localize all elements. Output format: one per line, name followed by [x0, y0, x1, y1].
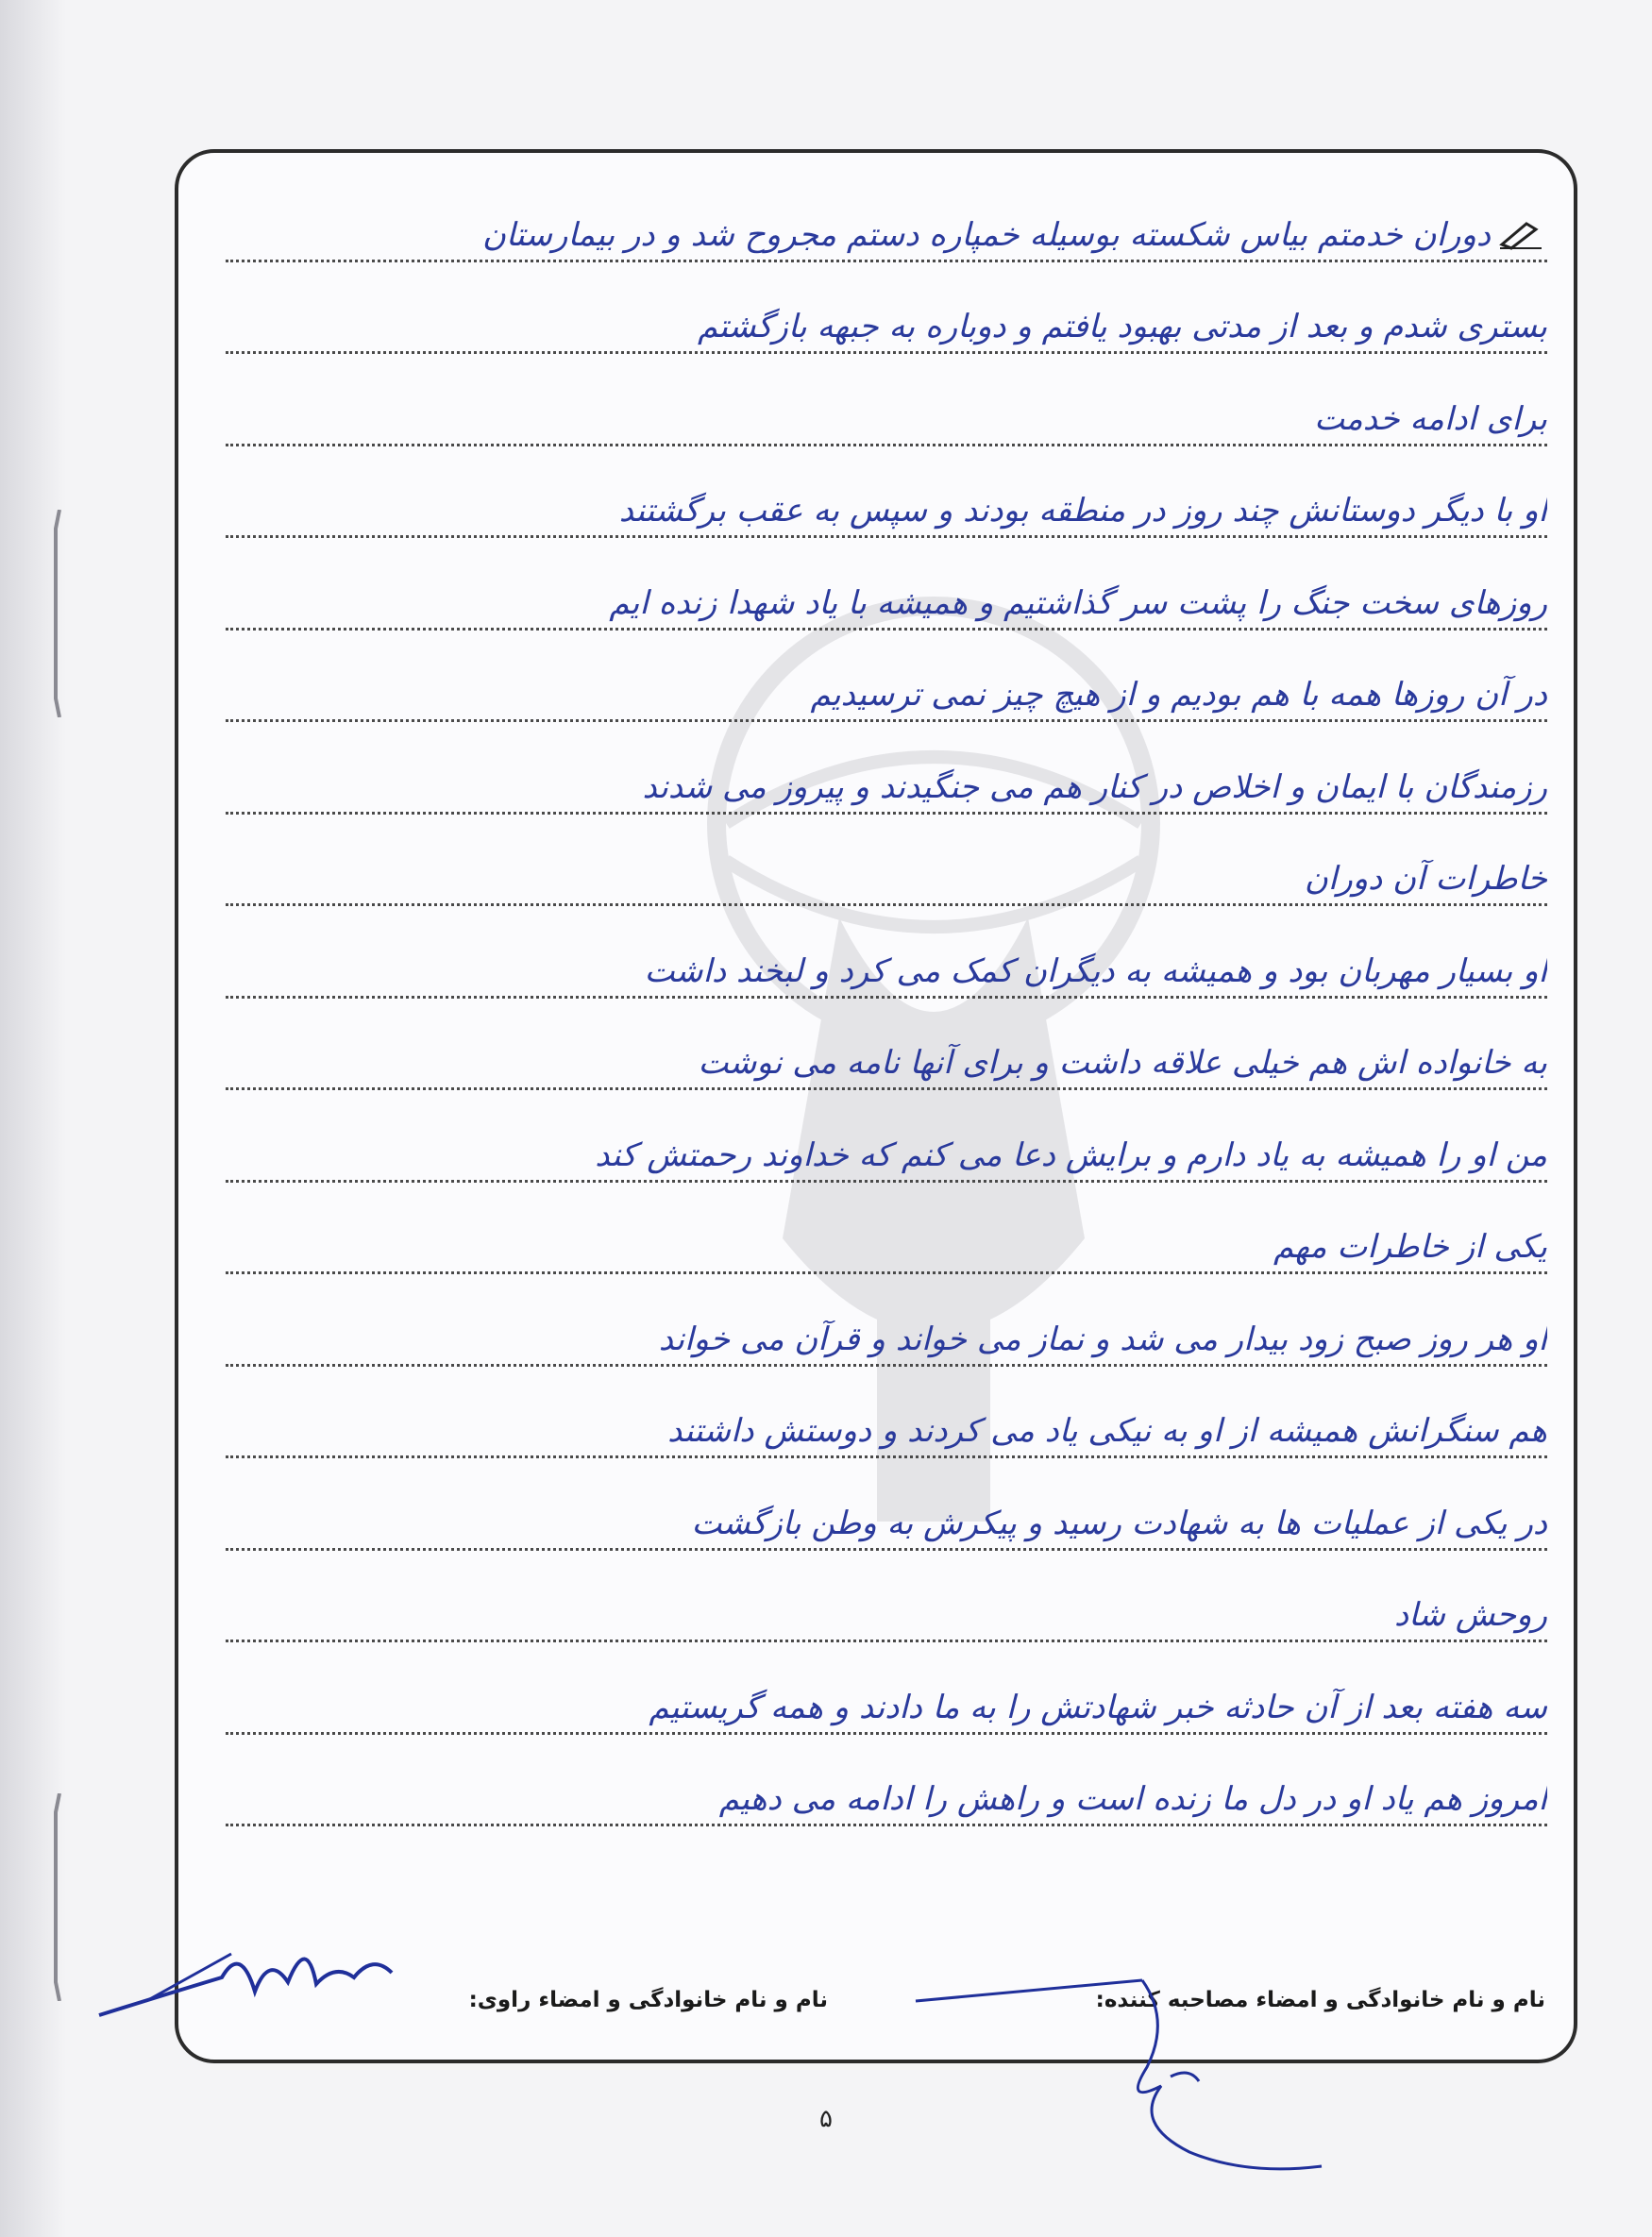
- handwritten-line: سه هفته بعد از آن حادثه خبر شهادتش را به ما دادند و همه گریستیم: [649, 1688, 1547, 1726]
- ruled-line: [226, 1367, 1547, 1459]
- ruled-line: [226, 262, 1547, 355]
- handwritten-line: در یکی از عملیات ها به شهادت رسید و پیکرش به وطن بازگشت: [691, 1504, 1547, 1542]
- handwritten-line: او هر روز صبح زود بیدار می شد و نماز می خواند و قرآن می خواند: [658, 1320, 1547, 1358]
- handwritten-line: خاطرات آن دوران: [1304, 860, 1547, 898]
- ruled-line: [226, 1183, 1547, 1275]
- staple-bottom: [52, 1793, 65, 2001]
- ruled-line: [226, 1458, 1547, 1551]
- form-frame: [175, 149, 1577, 2063]
- ruled-line: [226, 999, 1547, 1091]
- handwritten-line: یکی از خاطرات مهم: [1273, 1228, 1547, 1266]
- ruled-line: [226, 631, 1547, 723]
- handwritten-line: بستری شدم و بعد از مدتی بهبود یافتم و دوباره به جبهه بازگشتم: [698, 308, 1547, 345]
- interviewer-signature: [906, 1963, 1340, 2190]
- ruled-line: [226, 1551, 1547, 1643]
- handwritten-line: روزهای سخت جنگ را پشت سر گذاشتیم و همیشه با یاد شهدا زنده ایم: [609, 583, 1547, 622]
- handwritten-line: من او را همیشه به یاد دارم و برایش دعا می کنم که خداوند رحمتش کند: [595, 1135, 1547, 1174]
- handwritten-line: رزمندگان با ایمان و اخلاص در کنار هم می جنگیدند و پیروز می شدند: [642, 767, 1547, 806]
- ruled-line: [226, 1090, 1547, 1183]
- ruled-line: [226, 446, 1547, 539]
- interviewer-signature-label: نام و نام خانوادگی و امضاء مصاحبه کننده:: [1095, 1988, 1545, 2012]
- handwritten-lines: [226, 170, 1547, 1826]
- handwritten-line: دوران خدمتم بیاس شکسته بوسیله خمپاره دستم مجروح شد و در بیمارستان: [481, 215, 1491, 254]
- ruled-line: [226, 815, 1547, 907]
- ruled-line: [226, 1642, 1547, 1735]
- narrator-signature: [90, 1926, 401, 2029]
- ruled-line: [226, 354, 1547, 446]
- handwritten-line: امروز هم یاد او در دل ما زنده است و راهش را ادامه می دهیم: [718, 1780, 1547, 1818]
- ruled-line: [226, 722, 1547, 815]
- ruled-line: [226, 170, 1547, 262]
- ruled-line: [226, 906, 1547, 999]
- handwritten-line: به خانواده اش هم خیلی علاقه داشت و برای آنها نامه می نوشت: [698, 1044, 1547, 1082]
- ruled-line: [226, 1274, 1547, 1367]
- handwritten-line: روحش شاد: [1394, 1596, 1547, 1634]
- handwritten-line: در آن روزها همه با هم بودیم و از هیچ چیز نمی ترسیدیم: [810, 676, 1547, 714]
- handwritten-line: او با دیگر دوستانش چند روز در منطقه بودند و سپس به عقب برگشتند: [618, 492, 1547, 530]
- page-number: ۵: [819, 2105, 833, 2133]
- pen-icon: [1498, 216, 1543, 250]
- handwritten-line: هم سنگرانش همیشه از او به نیکی یاد می کردند و دوستش داشتند: [667, 1412, 1547, 1450]
- handwritten-line: او بسیار مهربان بود و همیشه به دیگران کمک می کرد و لبخند داشت: [644, 951, 1547, 990]
- narrator-signature-label: نام و نام خانوادگی و امضاء راوی:: [468, 1988, 828, 2012]
- handwritten-line: برای ادامه خدمت: [1314, 399, 1547, 438]
- ruled-line: [226, 538, 1547, 631]
- staple-top: [52, 510, 65, 717]
- ruled-line: [226, 1735, 1547, 1827]
